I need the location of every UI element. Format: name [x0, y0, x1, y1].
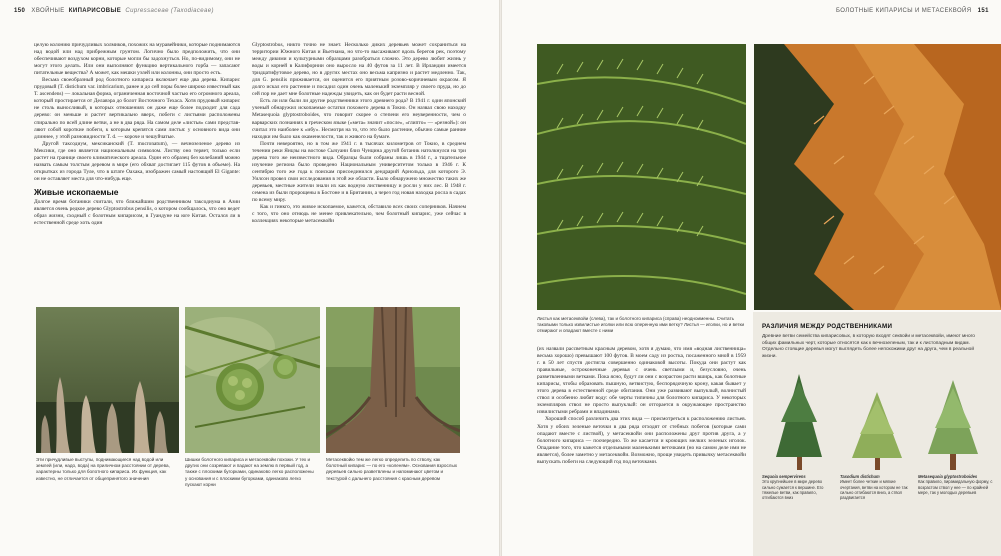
trunk-photo: [326, 307, 460, 453]
sequoia-name: Sequoia sempervirens: [762, 474, 806, 479]
taxodium-name: Taxodium distichum: [840, 474, 880, 479]
paragraph: Другой таксодиум, мексиканский (T. mucronatum), — вечнозеленое дерево из Мексики, где оно является национальным символом. Листву оно теряет, только если растет на границе своего климатического ареала. Один его образец без колебаний можно назвать самым толстым деревом в мире (его обхват достигает 115 футов в объеме). На открытках из города Туле, что в штате Оахака, изображен самый настоящий El Gigante: он не оставляет места для что-нибудь еще.: [34, 140, 240, 182]
tree-illustrations: [762, 372, 992, 472]
sidebar-text: Древние ветви семейства кипарисовых, в которую входят секвойи и метасеквойи, имеют много общих фамильных черт, которые относятся как к вечнозеленым, так и к листопадным видам. Отдельно стоящие деревья могут выглядеть более непохожими друг на друга, чем в реальной жизни.: [762, 334, 975, 359]
paragraph: Хороший способ различить два этих вида — присмотреться к расположению листьев. Хотя у обоих зеленые веточки в два ряда отходят от стебных побегов (которые сами опадают вместе с листвой), у метасеквойи они расположены друг против друга, а у болотного кипариса — поочередно. То же касается и кроющих мелких зеленых иголок. Опадание того, что кажется отдельными маленькими веточками (но на самом деле ими не является), более заметно у метасеквойи. Возможно, проще увидеть привычку метасеквойи выпускать побеги на следующий год под веточками.: [537, 416, 746, 465]
paragraph: Есть ли или были ли другие родственники этого древнего рода? В 1941 г. один японский ученый обнаружил ископаемые остатки похожего дерева в Токио. Он назвал свою находку Metasequoia glyptostroboides, что говорит скорее о степени его неуверенности, чем о варварских познаниях в греческом языке («мета» значит «после», «глипто» — «резной»): он считал это наиболее к «ибу». Несмотря на то, что это было растение, обычно самые ранние находки им было как окаменелости, так и живого на бумаге.: [252, 98, 466, 140]
sequoia-tree-icon: [776, 374, 822, 470]
paragraph: Долгое время ботаники считали, что ближайшим родственником таксодиума в Азии является очень редкое дерево Glyptostrobus pensilis, о котором сообщалось, что оно ведет образ жизни, сходный с болотным кипарисом, в Гуандуне на юге Китая. Остался ли в естественной среде хоть один: [34, 198, 240, 227]
taxodium-label: [840, 474, 910, 500]
paragraph: целую колонию причудливых холмиков, похожих на муравейники, которые поднимаются над водой или над прибрежным грунтом. Логично было предположить, что они обеспечивают воздухом корни, которые могли бы задохнуться. Но, по-видимому, они не могут этого делать. Или они выполняют функцию вертикального горба — запасают питательные вещества? А может, как мешки узлей или колонны, они просто есть.: [34, 42, 240, 77]
left-section: ХВОЙНЫЕ: [31, 8, 65, 14]
left-family-latin: Cupressaceae (Taxodiaceae): [125, 8, 214, 14]
paragraph: Как и гинкго, это живое ископаемое, кажется, обставило всех своих соперников. Начнем с того, что оно отнюдь не менее привлекательно, чем болотный кипарис, уже сейчас в коллекциях некоторые метасеквойи: [252, 204, 466, 225]
metasequoia-label: [918, 474, 993, 495]
paragraph: (их назвали рассветным красным деревом, хотя я думаю, что имя «водная лиственница» весьма хорошо) превышают 100 футов. В моем саду из ростка, посаженного мной в 1959 г. в 50 лет спустя достигла совершенно одинаковой высоты. Покуда они растут как правильные, остроконечные деревья с очень светлыми и, безусловно, очень разветвленными ветками. Пока ясно, будут ли они с возрастом расти вширь, как болотные кипарисы, чтобы образовать пышную, ветвистую, беспорядочную крону, какая бывает у этого дерева в естественной среде обитания. Они уже развивают выпуклый, волнистый ствол и особенно любят воду: обе черты типичны для болотного кипариса. У некоторых экземпляров ствол не просто выпуклый: он отгорается в окружающее пространство извилистыми ребрами и впадинами.: [537, 346, 746, 416]
left-running-header: [14, 8, 214, 14]
cones-caption: Шишки болотного кипариса и метасеквойи похожи. У тех и других они созревают и падают на землю в первый год, а также с плоскими бугорками, одинаково легко расположены у основания и с плоскими бугорками, одинаково легко пускают корни: [185, 457, 314, 487]
right-page-number: 151: [977, 8, 989, 14]
left-page-number: 150: [14, 8, 26, 14]
sequoia-desc: Это крупнейшее в мире дерево сильно сужается к вершине. Его тяжелые ветви, как правило, отгибаются вниз: [762, 479, 824, 501]
trunk-caption: Метасеквойю тем же легко определить по стволу, как болотный кипарис — по его «коленям». Основания взрослых деревьев сильно разветвлены и напоминают цветом и текстурой с дальнего расстояния с красным деревом: [326, 457, 458, 481]
section-heading: Живые ископаемые: [34, 186, 119, 197]
right-column: [537, 346, 746, 551]
cones-photo: [185, 307, 320, 453]
left-column-2: [252, 42, 466, 300]
metasequoia-tree-icon: [928, 380, 978, 470]
sequoia-label: [762, 474, 832, 500]
metasequoia-desc: Как правило, пирамидальную форму, с возрастом ствол у нее — по крайней мере, так у молодых деревьев: [918, 479, 993, 495]
paragraph: Весьма своеобразный род болотного кипариса включает еще два дерева. Кипарис прудовый (T. distichum var. imbricarium, ранее и до сей поры более широко известный как T. ascendens) — локальная форма, ограниченная восточной частью его огромного ареала, который простирается от Делавэра до болот Восточного Техаса. Хотя прудовый кипарис не столь выносливый, в которых отношениях он даже еще более подходит для сада дерево: он меньше и растет вертикально вверх, побеги с листьями расположены спирально по всей длине ветви, а не в два ряда. На самом деле «листья» сами представляют собой короткие побеги, к которым крепятся сами листья: у основного вида они длиннее, у этой разновидности T. d. — короче и чешуйчатые.: [34, 77, 240, 140]
taxodium-tree-icon: [852, 392, 902, 470]
foliage-caption: Листья как метасеквойи (слева), так и болотного кипариса (справа) неодноименны. Считать таковыми только извилистые иголки или всю оперенную ими ветку? Листья — иголки, но и ветки отмирают и опадают вместе с ними: [537, 316, 745, 334]
knees-caption: Эти причудливые выступы, поднимающиеся над водой или землей (или, надо, вода) на приличном расстоянии от дерева, характерны только для болотного кипариса. Их функция, как известно, не отличается от общепринятого значения: [36, 457, 170, 481]
paragraph: Glyptostrobus, никто точно не знает. Несколько диких деревьев может сохраниться на территории Южного Китая и Вьетнама, но что-то высаживают вдоль берегов рек, поэтому между дикими и культурными образцами разобраться сложно. Это дерево любит жизнь у воды и корней в Калифорнии оно выросло на 40 футов за 11 лет. В Ирландии имеется тридцатифутовое дерево, но в других местах оно весьма капризно и растет медленно. Так, для G. pensilis приживается, он оценится его приятным розово-коричневым окрасом. Я долго искал его растение и посадил один очень маленький экземпляр у своего пруда, но до сей пор не дает мне болотные надежды увидеть, как он будет расти весной.: [252, 42, 466, 98]
paragraph: Почти невероятно, но в том же 1941 г. в тысячах километров от Токио, в среднем течении реки Янцзы на востоке Сычуани близ Чунцина другой ботаник натолкнулся на три дерева того же неизвестного вида. Образцы были собраны лишь в 1944 г., а тщательное изучение региона было проведено Национальным университетом только в 1946 г. К сентябрю того же года к поискам присоединился дендрарий Арнольда, для которого Э. Уилсон провел свои исследования в этой же области. Было обнаружено множество таких же деревьев, местные жители знали их как водную лиственницу и росли у них лес. В 1948 г. семена из были пророщены в Бостоне и в Британии, а через год новая находка росла в садах по всему миру.: [252, 140, 466, 204]
right-running-header: [836, 8, 989, 14]
taxodium-desc: Имеет более четкие и мягкие очертания, ветви на котором не так сильно отгибаются вниз, а ствол раздвигается: [840, 479, 908, 501]
left-chapter: КИПАРИСОВЫЕ: [68, 8, 122, 14]
autumn-foliage-photo: [754, 44, 1001, 310]
sidebar-title: РАЗЛИЧИЯ МЕЖДУ РОДСТВЕННИКАМИ: [762, 323, 893, 330]
left-page: [0, 0, 499, 556]
knees-photo: [36, 307, 179, 453]
left-column-1: [34, 42, 240, 300]
metasequoia-foliage-photo: [537, 44, 746, 310]
metasequoia-name: Metasequoia glyptostroboides: [918, 474, 978, 479]
right-title: БОЛОТНЫЕ КИПАРИСЫ И МЕТАСЕКВОЙЯ: [836, 8, 972, 14]
